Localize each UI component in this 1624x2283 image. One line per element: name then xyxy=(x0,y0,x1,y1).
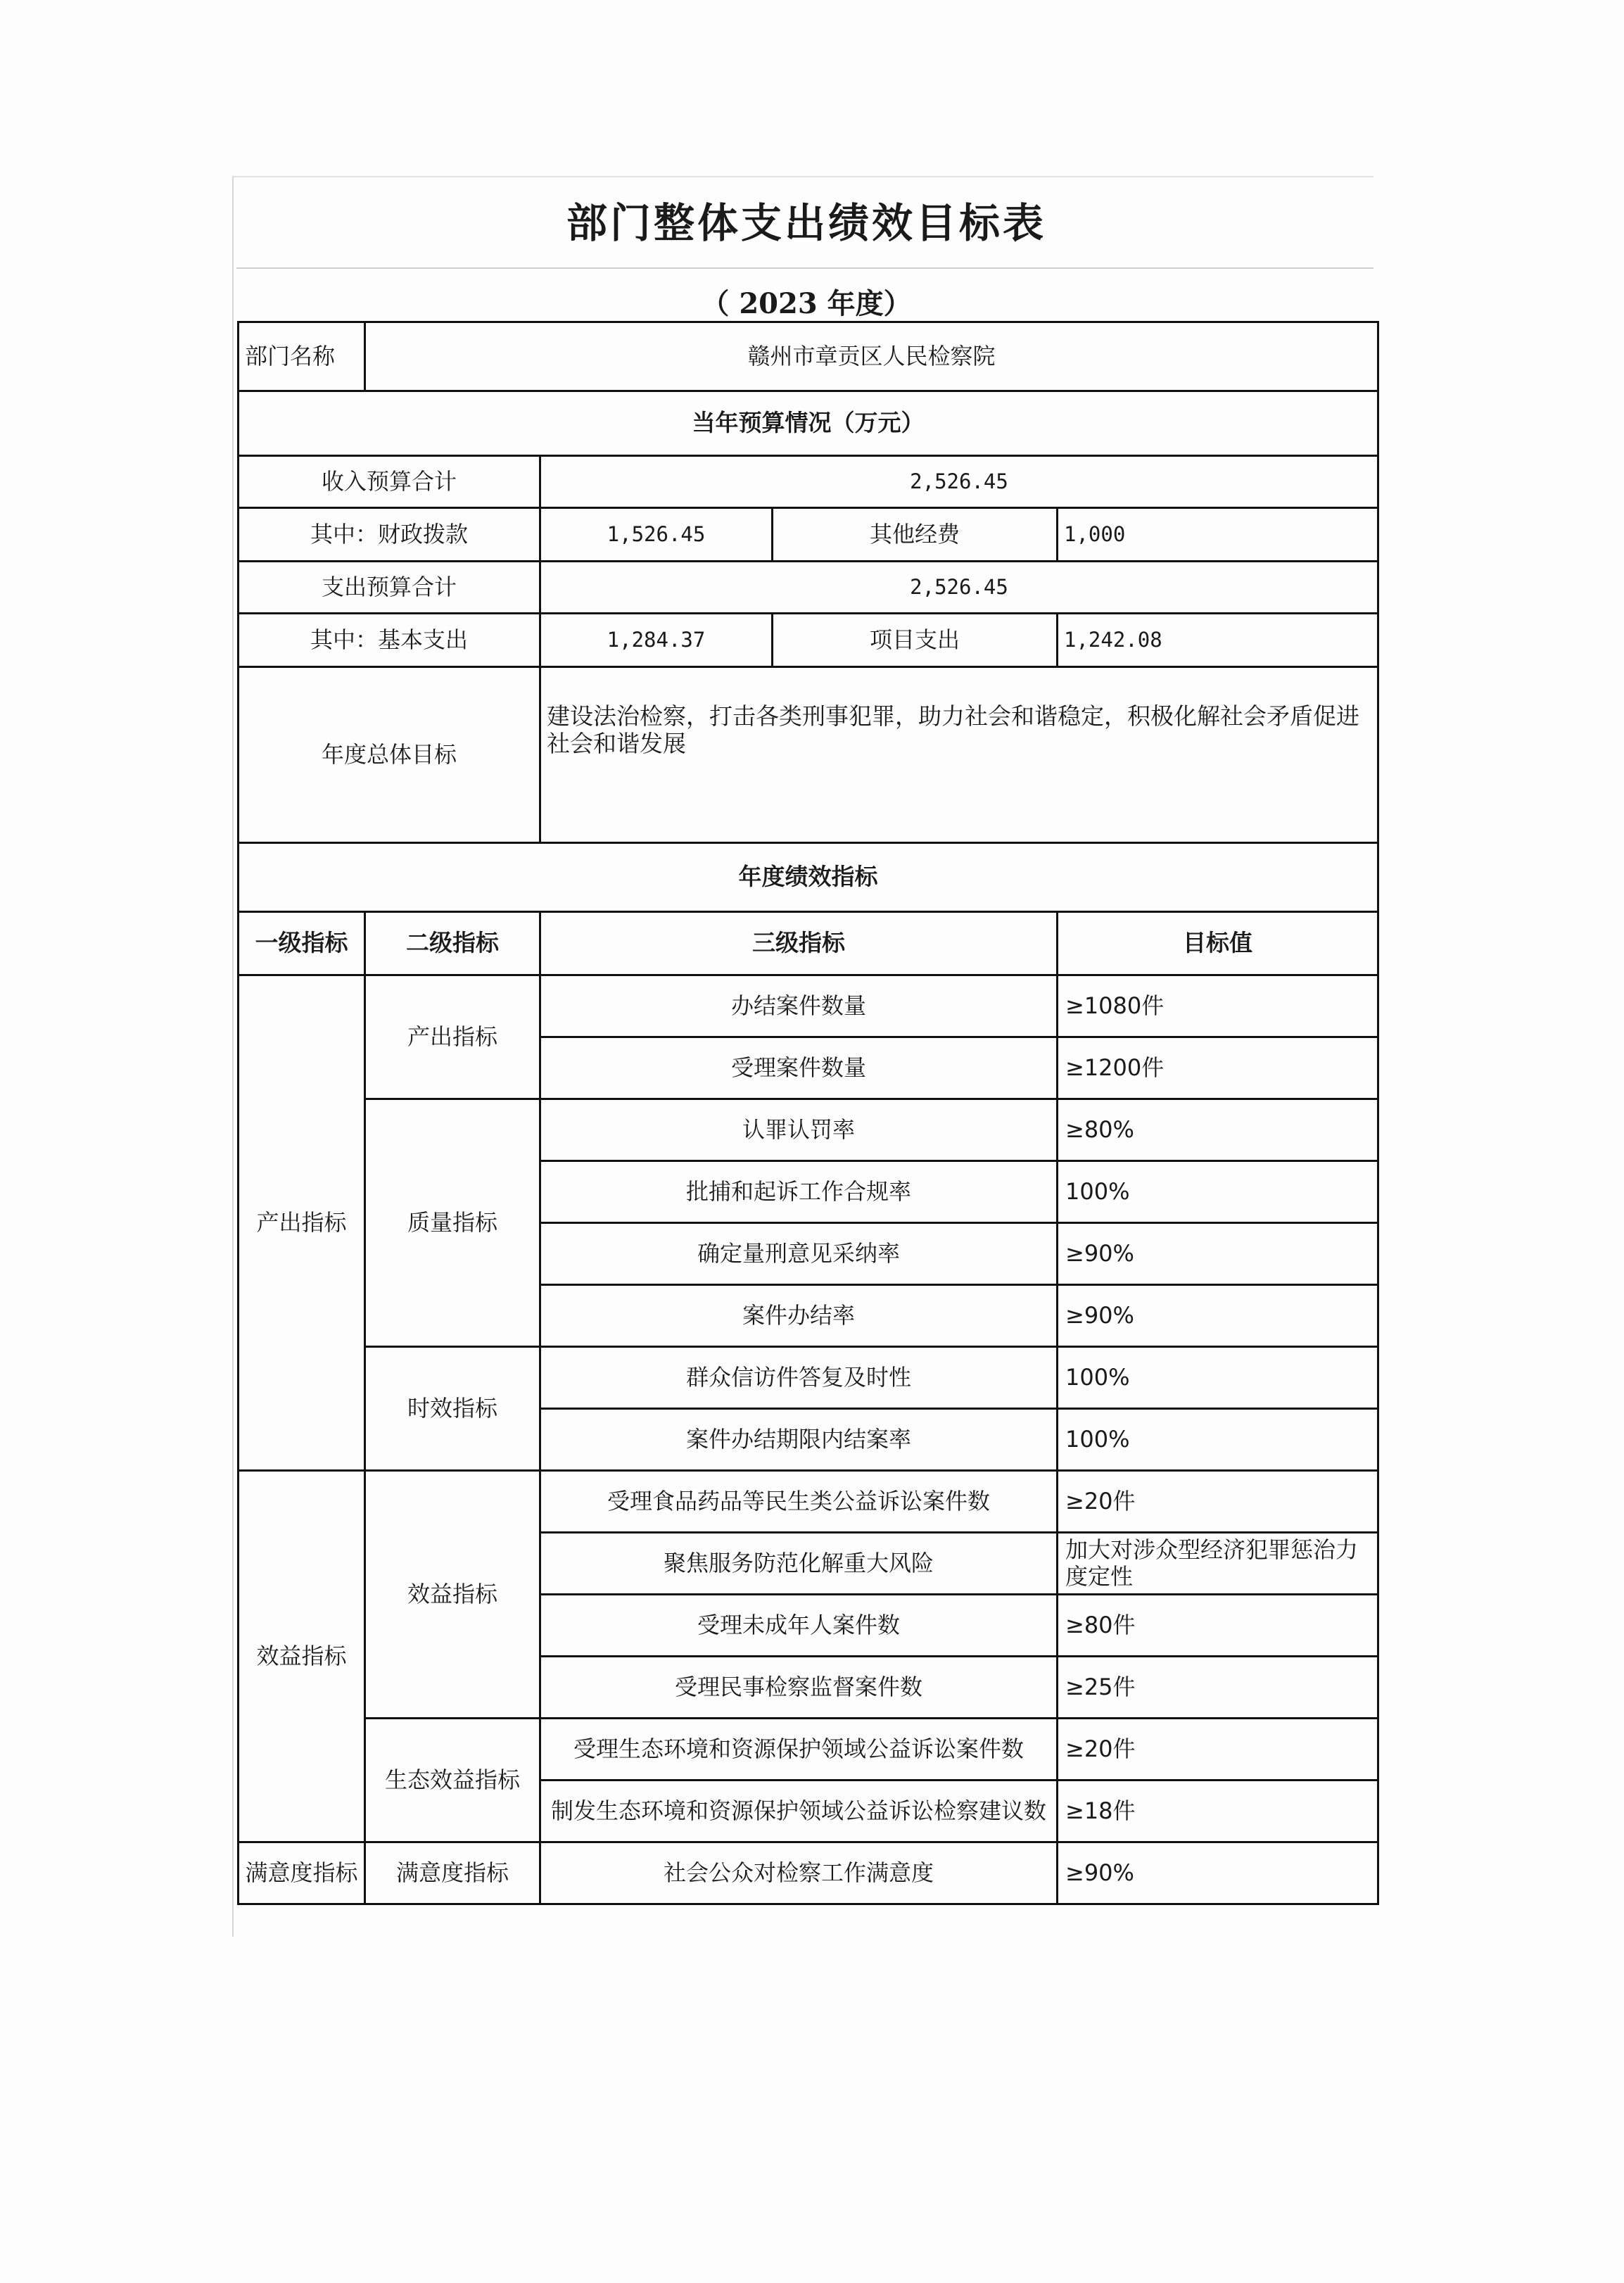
indicator-target: 100% xyxy=(1058,1409,1378,1471)
expense-total-value: 2,526.45 xyxy=(540,562,1378,614)
table-row xyxy=(239,1842,1378,1904)
project-expense-value: 1,242.08 xyxy=(1058,614,1378,667)
indicator-name: 认罪认罚率 xyxy=(540,1099,1058,1161)
indicator-name: 确定量刑意见采纳率 xyxy=(540,1223,1058,1285)
goal-label: 年度总体目标 xyxy=(239,667,540,843)
indicator-target: ≥1080件 xyxy=(1058,975,1378,1037)
fiscal-label: 其中：财政拨款 xyxy=(239,508,540,562)
level1-satisfaction: 满意度指标 xyxy=(239,1842,365,1904)
indicator-name: 案件办结期限内结案率 xyxy=(540,1409,1058,1471)
indicator-target: ≥20件 xyxy=(1058,1719,1378,1781)
basic-expense-label: 其中：基本支出 xyxy=(239,614,540,667)
other-funds-value: 1,000 xyxy=(1058,508,1378,562)
budget-header-row xyxy=(239,391,1378,456)
indicator-name: 制发生态环境和资源保护领域公益诉讼检察建议数 xyxy=(540,1781,1058,1842)
goal-text: 建设法治检察，打击各类刑事犯罪，助力社会和谐稳定，积极化解社会矛盾促进社会和谐发展 xyxy=(540,667,1378,843)
indicator-name: 受理民事检察监督案件数 xyxy=(540,1657,1058,1719)
title-divider xyxy=(236,267,1374,269)
indicator-target: 100% xyxy=(1058,1347,1378,1409)
header-target: 目标值 xyxy=(1058,912,1378,975)
indicator-target: ≥90% xyxy=(1058,1285,1378,1347)
expense-total-label: 支出预算合计 xyxy=(239,562,540,614)
fiscal-row xyxy=(239,508,1378,562)
indicator-name: 受理生态环境和资源保护领域公益诉讼案件数 xyxy=(540,1719,1058,1781)
indicator-name: 社会公众对检察工作满意度 xyxy=(540,1842,1058,1904)
level2-ecological: 生态效益指标 xyxy=(365,1719,540,1842)
table-row xyxy=(239,1347,1378,1409)
performance-target-table xyxy=(237,321,1379,1905)
indicators-column-header-row xyxy=(239,912,1378,975)
fiscal-value: 1,526.45 xyxy=(540,508,773,562)
indicator-target: ≥80% xyxy=(1058,1099,1378,1161)
goal-row xyxy=(239,667,1378,843)
income-total-value: 2,526.45 xyxy=(540,456,1378,508)
table-row xyxy=(239,1471,1378,1533)
indicator-target: ≥90% xyxy=(1058,1842,1378,1904)
indicator-target: ≥18件 xyxy=(1058,1781,1378,1842)
indicator-target: 100% xyxy=(1058,1161,1378,1223)
project-expense-label: 项目支出 xyxy=(773,614,1058,667)
dept-label: 部门名称 xyxy=(239,322,365,391)
indicator-name: 受理未成年人案件数 xyxy=(540,1595,1058,1657)
indicator-target: ≥1200件 xyxy=(1058,1037,1378,1099)
table-row xyxy=(239,1719,1378,1781)
indicator-target: ≥90% xyxy=(1058,1223,1378,1285)
indicator-name: 办结案件数量 xyxy=(540,975,1058,1037)
level2-timeliness: 时效指标 xyxy=(365,1347,540,1471)
level2-quality: 质量指标 xyxy=(365,1099,540,1347)
header-level2: 二级指标 xyxy=(365,912,540,975)
indicators-header-row xyxy=(239,843,1378,912)
income-total-row xyxy=(239,456,1378,508)
indicator-name: 受理案件数量 xyxy=(540,1037,1058,1099)
expense-total-row xyxy=(239,562,1378,614)
table-row xyxy=(239,1099,1378,1161)
indicator-target: ≥20件 xyxy=(1058,1471,1378,1533)
indicator-name: 受理食品药品等民生类公益诉讼案件数 xyxy=(540,1471,1058,1533)
header-level3: 三级指标 xyxy=(540,912,1058,975)
level2-benefit: 效益指标 xyxy=(365,1471,540,1719)
header-level1: 一级指标 xyxy=(239,912,365,975)
level1-benefit: 效益指标 xyxy=(239,1471,365,1842)
dept-value: 赣州市章贡区人民检察院 xyxy=(365,322,1378,391)
document-year: （ 2023 年度） xyxy=(701,287,912,320)
document-title: 部门整体支出绩效目标表 xyxy=(566,199,1046,247)
income-total-label: 收入预算合计 xyxy=(239,456,540,508)
indicator-name: 案件办结率 xyxy=(540,1285,1058,1347)
indicators-section-title: 年度绩效指标 xyxy=(239,843,1378,912)
indicator-name: 聚焦服务防范化解重大风险 xyxy=(540,1533,1058,1595)
level2-satisfaction: 满意度指标 xyxy=(365,1842,540,1904)
indicator-target: 加大对涉众型经济犯罪惩治力度定性 xyxy=(1058,1533,1378,1595)
level1-output: 产出指标 xyxy=(239,975,365,1471)
indicator-target: ≥25件 xyxy=(1058,1657,1378,1719)
level2-output: 产出指标 xyxy=(365,975,540,1099)
table-row xyxy=(239,975,1378,1037)
indicator-name: 批捕和起诉工作合规率 xyxy=(540,1161,1058,1223)
budget-section-title: 当年预算情况（万元） xyxy=(239,391,1378,456)
basic-expense-row xyxy=(239,614,1378,667)
indicator-target: ≥80件 xyxy=(1058,1595,1378,1657)
basic-expense-value: 1,284.37 xyxy=(540,614,773,667)
dept-row xyxy=(239,322,1378,391)
other-funds-label: 其他经费 xyxy=(773,508,1058,562)
indicator-name: 群众信访件答复及时性 xyxy=(540,1347,1058,1409)
